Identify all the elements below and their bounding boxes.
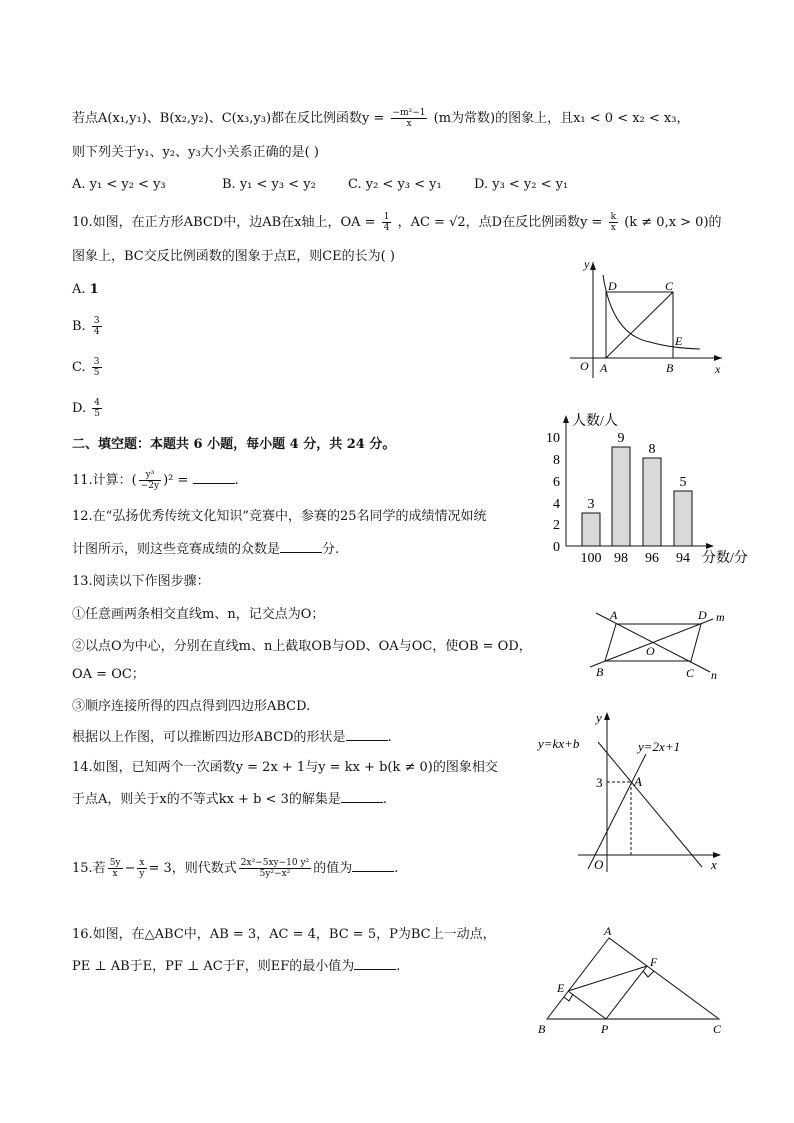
chart-bar xyxy=(643,458,661,546)
q16-line2 xyxy=(72,957,400,977)
q15-frac1-num: 5y xyxy=(109,858,121,868)
q10-text-b: ，AC = √2，点D在反比例函数y = xyxy=(397,215,603,230)
q10-option-c-fraction xyxy=(92,357,102,378)
q9-option-d[interactable]: D. y₃ < y₂ < y₁ xyxy=(474,177,569,192)
q13-line1: 13.阅读以下作图步骤： xyxy=(72,574,210,589)
q9-text-a: 若点A(x₁,y₁)、B(x₂,y₂)、C(x₃,y₃)都在反比例函数y = xyxy=(72,111,385,126)
segment-pe xyxy=(568,991,606,1019)
line-2x-plus-1 xyxy=(588,754,646,869)
q10-line1 xyxy=(72,212,722,233)
q9-line1 xyxy=(72,108,689,129)
q10-option-d-den: 5 xyxy=(94,409,100,419)
label-y: y xyxy=(584,257,590,271)
q10-option-a-label: A. xyxy=(72,282,86,297)
q9-option-a[interactable]: A. y₁ < y₂ < y₃ xyxy=(72,177,166,192)
xtick: 96 xyxy=(645,551,659,566)
chart-bar xyxy=(612,447,630,546)
q15-frac2 xyxy=(137,858,146,879)
q10-oa-fraction xyxy=(382,212,392,233)
q13-question-text: 根据以上作图，可以推断四边形ABCD的形状是 xyxy=(72,730,346,745)
section-heading-fill-in: 二、填空题：本题共 6 小题，每小题 4 分，共 24 分。 xyxy=(72,437,396,452)
chart-data-label: 9 xyxy=(617,431,625,446)
q10-oa-den: 4 xyxy=(383,223,390,233)
q16-triangle-figure xyxy=(530,915,740,1040)
q10-option-d[interactable] xyxy=(72,398,104,419)
label-2x-plus-1: y=2x+1 xyxy=(638,739,681,754)
label-a: A xyxy=(610,608,618,622)
q14-line1: 14.如图，已知两个一次函数y = 2x + 1与y = kx + b(k ≠ 0)的图象相交 xyxy=(72,760,498,775)
q13-step3: ③顺序连接所得的四点得到四边形ABCD. xyxy=(72,699,311,714)
chart-xlabel: 分数/分 xyxy=(702,551,748,566)
label-b: B xyxy=(538,1022,546,1036)
q9-fraction xyxy=(391,108,428,129)
ytick: 2 xyxy=(553,518,560,533)
hyperbola-curve xyxy=(603,275,700,349)
q15-frac2-num: x xyxy=(137,858,146,869)
label-c: C xyxy=(665,279,674,293)
label-p: P xyxy=(601,1022,609,1036)
q10-option-c-den: 5 xyxy=(93,368,100,378)
label-n: n xyxy=(711,668,717,682)
q13-step1: ①任意画两条相交直线m、n，记交点为O； xyxy=(72,607,325,622)
q10-option-b-fraction xyxy=(92,316,102,337)
y-axis-arrow-icon xyxy=(590,262,596,270)
q10-k-fraction xyxy=(609,212,618,233)
q10-line2: 图象上，BC交反比例函数的图象于点E，则CE的长为( ) xyxy=(72,249,395,264)
q15-frac1-den: x xyxy=(112,869,118,879)
q13-step2: ②以点O为中心，分别在直线m、n上截取OB与OD、OA与OC，使OB = OD， xyxy=(72,639,532,654)
q11-fraction xyxy=(139,470,161,491)
label-kx-plus-b: y=kx+b xyxy=(538,736,580,751)
q10-option-d-fraction xyxy=(92,398,102,419)
xtick: 98 xyxy=(614,551,628,566)
ytick: 4 xyxy=(553,497,560,512)
q10-option-d-label: D. xyxy=(72,401,87,416)
q12-line2 xyxy=(72,540,339,560)
q15-frac1 xyxy=(108,858,123,879)
q16-text-a: PE ⊥ AB于E，PF ⊥ AC于F，则EF的最小值为 xyxy=(72,959,355,974)
q15-line xyxy=(72,858,398,879)
q10-option-c-num: 3 xyxy=(93,357,100,367)
q10-oa-num: 1 xyxy=(383,212,390,222)
q15-minus: − xyxy=(124,861,136,876)
score-bar-chart xyxy=(530,405,760,570)
diagonal-ac xyxy=(606,292,673,358)
q10-option-a[interactable] xyxy=(72,280,99,300)
line-kx-plus-b xyxy=(598,742,702,867)
q11-num: y³ xyxy=(139,470,161,481)
q15-end: . xyxy=(394,861,399,876)
label-o: O xyxy=(646,644,655,658)
q10-option-b-label: B. xyxy=(72,319,86,334)
chart-ylabel: 人数/人 xyxy=(572,414,618,429)
label-b: B xyxy=(596,665,604,679)
q9-option-c[interactable]: C. y₂ < y₃ < y₁ xyxy=(348,177,442,192)
q14-answer-blank[interactable] xyxy=(341,790,383,803)
q10-option-c[interactable] xyxy=(72,357,104,378)
q12-line1: 12.在“弘扬优秀传统文化知识”竞赛中，参赛的25名同学的成绩情况如统 xyxy=(72,509,487,524)
q15-suffix: 的值为 xyxy=(313,861,353,876)
x-axis-arrow-icon xyxy=(714,355,722,361)
chart-yticks xyxy=(546,431,560,555)
q15-prefix: 15.若 xyxy=(72,861,106,876)
q9-options xyxy=(72,175,568,195)
q11-answer-blank[interactable] xyxy=(193,471,235,484)
label-a: A xyxy=(634,774,642,789)
xtick: 100 xyxy=(580,551,602,566)
q13-parallelogram-figure xyxy=(580,595,760,685)
chart-bar xyxy=(674,491,692,546)
q14-text-a: 于点A，则关于x的不等式kx + b < 3的解集是 xyxy=(72,792,341,807)
q10-option-c-label: C. xyxy=(72,360,86,375)
ytick: 0 xyxy=(553,540,560,555)
line-m xyxy=(590,619,713,667)
q14-end: . xyxy=(382,792,387,807)
q13-question xyxy=(72,728,392,748)
q9-line2: 则下列关于y₁、y₂、y₃大小关系正确的是( ) xyxy=(72,145,319,160)
q15-frac3 xyxy=(239,858,311,879)
q15-frac3-num: 2x²−5xy−10 y² xyxy=(240,858,310,868)
label-m: m xyxy=(716,610,725,624)
q12-text-a: 计图所示，则这些竞赛成绩的众数是 xyxy=(72,542,281,557)
q12-text-b: 分. xyxy=(322,542,340,557)
xtick: 94 xyxy=(676,551,690,566)
ytick: 6 xyxy=(553,475,560,490)
chart-data-label: 5 xyxy=(679,475,687,490)
q11-line xyxy=(72,470,239,491)
q13-answer-blank[interactable] xyxy=(346,728,388,741)
q15-answer-blank[interactable] xyxy=(352,859,394,872)
q11-prefix: 11.计算：( xyxy=(72,473,137,488)
q12-answer-blank[interactable] xyxy=(280,540,322,553)
chart-y-arrow-icon xyxy=(563,415,569,423)
segment-pf xyxy=(606,966,647,1019)
label-o: O xyxy=(594,857,604,872)
label-o: O xyxy=(580,359,589,373)
segment-ef xyxy=(568,966,647,991)
ytick: 8 xyxy=(553,453,560,468)
q16-line1: 16.如图，在△ABC中，AB = 3，AC = 4，BC = 5，P为BC上一动点， xyxy=(72,927,496,942)
q11-end: . xyxy=(234,473,239,488)
q15-frac3-den: 5y²−x² xyxy=(259,869,291,879)
triangle-abc xyxy=(547,938,719,1019)
ytick: 10 xyxy=(546,431,560,446)
label-d: D xyxy=(698,608,707,622)
q10-option-b-den: 4 xyxy=(93,327,100,337)
label-e: E xyxy=(675,334,683,348)
q13-step2b: OA = OC； xyxy=(72,667,145,682)
q10-k-den: x xyxy=(610,223,616,233)
q11-suffix: )² = xyxy=(163,473,189,488)
label-x: x xyxy=(711,857,717,872)
q9-option-b[interactable]: B. y₁ < y₃ < y₂ xyxy=(222,177,316,192)
q16-end: . xyxy=(396,959,401,974)
q14-line2 xyxy=(72,790,387,810)
q10-option-a-value: 1 xyxy=(89,282,99,297)
y-axis-arrow-icon xyxy=(604,712,610,720)
q9-frac-num: −m²−1 xyxy=(392,108,426,118)
right-angle-f-icon xyxy=(643,971,654,977)
chart-data-label: 3 xyxy=(587,497,595,512)
q11-den: −2y xyxy=(140,481,160,491)
chart-data-label: 8 xyxy=(648,442,656,457)
q15-mid: = 3，则代数式 xyxy=(148,861,237,876)
label-b: B xyxy=(666,361,674,375)
label-c: C xyxy=(713,1022,722,1036)
q15-frac2-den: y xyxy=(139,869,145,879)
label-x: x xyxy=(715,362,721,376)
label-a: A xyxy=(600,361,608,375)
q14-linear-functions-figure xyxy=(530,700,730,880)
label-e: E xyxy=(557,981,565,995)
chart-bar xyxy=(582,513,600,546)
q10-k-num: k xyxy=(610,212,617,222)
label-f: F xyxy=(650,955,658,969)
q9-frac-den: x xyxy=(406,119,412,129)
q16-answer-blank[interactable] xyxy=(354,957,396,970)
q10-option-b-num: 3 xyxy=(93,316,100,326)
label-d: D xyxy=(608,279,617,293)
label-y: y xyxy=(596,710,602,725)
q10-square-figure xyxy=(560,250,740,380)
q10-option-b[interactable] xyxy=(72,316,104,337)
chart-x-arrow-icon xyxy=(706,543,714,549)
q9-text-b: (m为常数)的图象上，且x₁ < 0 < x₂ < x₃， xyxy=(433,111,690,126)
q10-option-d-num: 4 xyxy=(94,398,100,408)
label-three: 3 xyxy=(596,775,603,790)
q13-end: . xyxy=(387,730,392,745)
q10-text-a: 10.如图，在正方形ABCD中，边AB在x轴上，OA = xyxy=(72,215,376,230)
q10-text-c: (k ≠ 0,x > 0)的 xyxy=(624,215,722,230)
chart-xticks xyxy=(581,551,691,566)
chart-bars xyxy=(582,431,692,546)
label-c: C xyxy=(686,666,695,680)
label-a: A xyxy=(604,924,612,938)
